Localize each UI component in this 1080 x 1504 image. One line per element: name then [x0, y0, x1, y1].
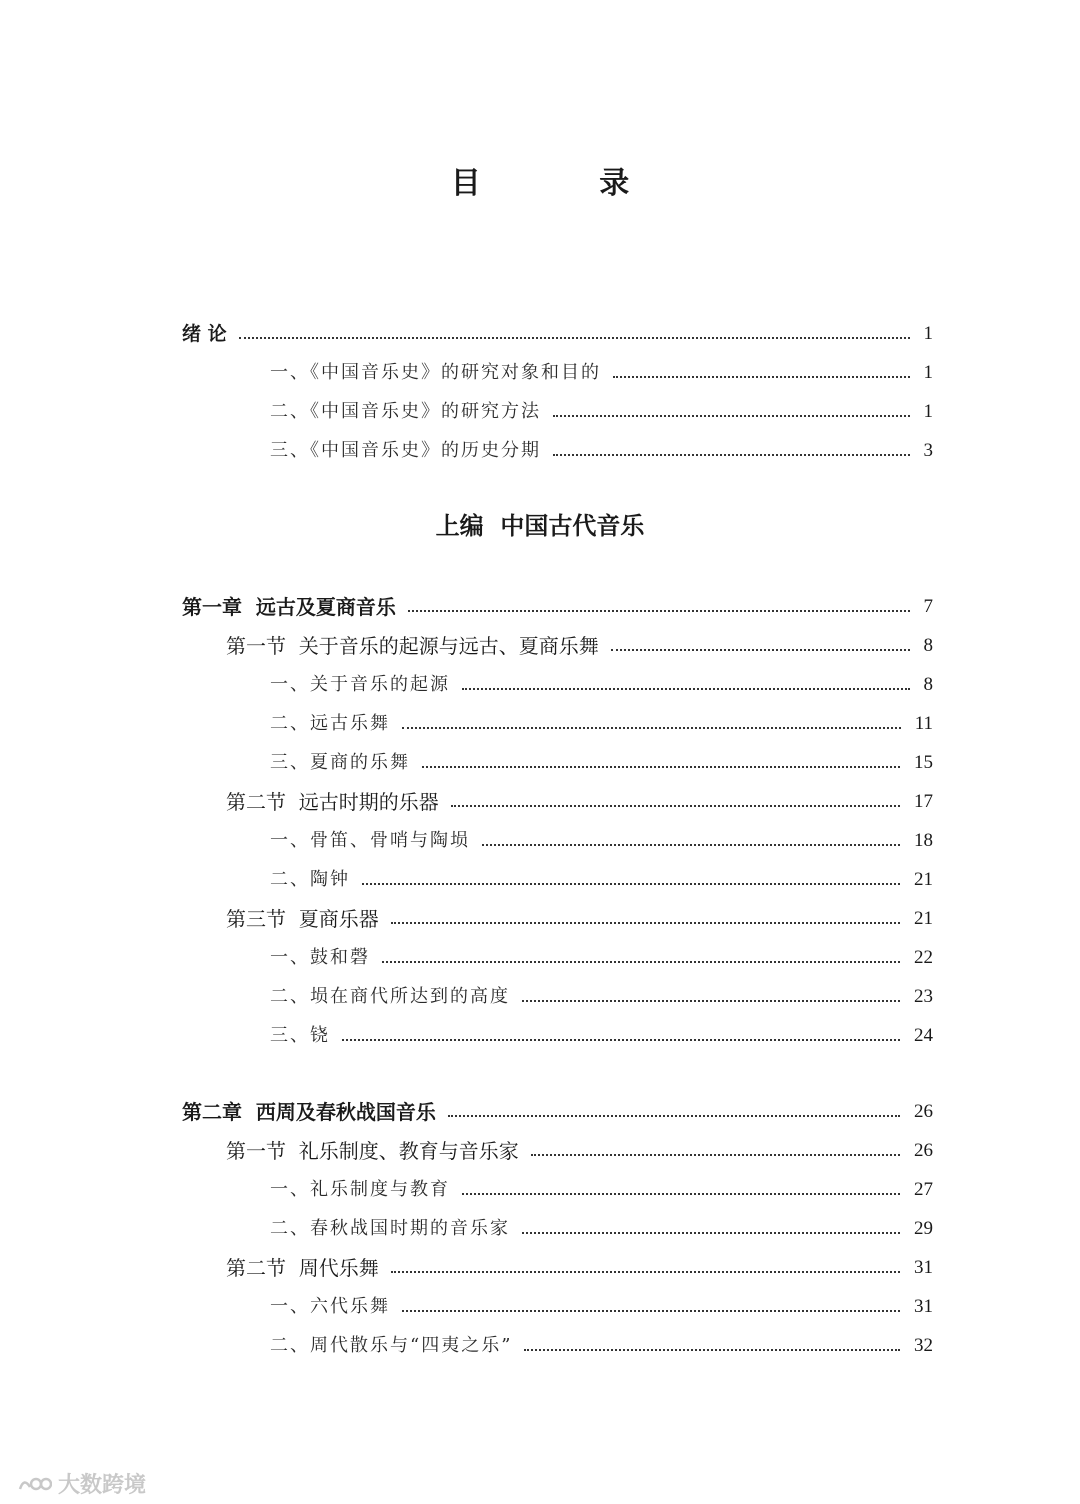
toc-page-number: 27 [914, 1179, 933, 1200]
toc-intro[interactable] [0, 314, 1080, 348]
dot-leader [239, 337, 910, 339]
toc-section-title: 第三节 夏商乐器 [226, 907, 379, 931]
dot-leader [342, 1039, 900, 1041]
toc-page-number: 31 [914, 1257, 933, 1278]
toc-item[interactable] [0, 1326, 1080, 1360]
dot-leader [522, 1232, 900, 1234]
toc-page-number: 31 [914, 1296, 933, 1317]
toc-page-number: 22 [914, 947, 933, 968]
toc-item[interactable] [0, 977, 1080, 1011]
dot-leader [522, 1000, 900, 1002]
dot-leader [402, 1310, 900, 1312]
dot-leader [613, 376, 910, 378]
toc-item-title: 一、六代乐舞 [270, 1296, 390, 1317]
toc-item-title: 三、铙 [270, 1025, 330, 1046]
watermark-text: 大数跨境 [58, 1473, 147, 1498]
toc-page-number: 8 [923, 674, 933, 695]
toc-item[interactable] [0, 353, 1080, 387]
dot-leader [553, 415, 910, 417]
toc-item[interactable] [0, 821, 1080, 855]
dot-leader [422, 766, 900, 768]
watermark [18, 1468, 146, 1499]
toc-section[interactable] [0, 626, 1080, 660]
toc-item[interactable] [0, 1209, 1080, 1243]
dot-leader [362, 883, 900, 885]
toc-page-number: 11 [914, 713, 933, 734]
dot-leader [391, 1271, 900, 1273]
dot-leader [451, 805, 900, 807]
dot-leader [524, 1349, 900, 1351]
toc-item-title: 一、关于音乐的起源 [270, 674, 450, 695]
toc-page-number: 17 [914, 791, 933, 812]
toc-item[interactable] [0, 860, 1080, 894]
toc-page-number: 1 [923, 323, 933, 344]
toc-chapter-title: 第一章 远古及夏商音乐 [182, 595, 396, 619]
toc-item-title: 二、春秋战国时期的音乐家 [270, 1218, 510, 1239]
toc-page-number: 24 [914, 1025, 933, 1046]
toc-item-title: 一、骨笛、骨哨与陶埙 [270, 830, 470, 851]
dot-leader [553, 454, 910, 456]
toc-page-number: 18 [914, 830, 933, 851]
toc-page-number: 26 [914, 1140, 933, 1161]
dot-leader [531, 1154, 900, 1156]
toc-item-title: 一、《中国音乐史》的研究对象和目的 [270, 362, 601, 383]
dot-leader [611, 649, 910, 651]
dot-leader [482, 844, 900, 846]
toc-item[interactable] [0, 1170, 1080, 1204]
toc-item[interactable] [0, 665, 1080, 699]
toc-page-number: 23 [914, 986, 933, 1007]
toc-section[interactable] [0, 1131, 1080, 1165]
toc-chapter[interactable] [0, 1092, 1080, 1126]
toc-section[interactable] [0, 1248, 1080, 1282]
dot-leader [408, 610, 910, 612]
dot-leader [391, 922, 900, 924]
toc-item-title: 一、鼓和磬 [270, 947, 370, 968]
dot-leader [448, 1115, 900, 1117]
toc-item[interactable] [0, 704, 1080, 738]
toc-item-title: 三、夏商的乐舞 [270, 752, 410, 773]
toc-page-number: 26 [914, 1101, 933, 1122]
toc-item-title: 二、陶钟 [270, 869, 350, 890]
dot-leader [462, 688, 910, 690]
toc-section-title: 第一节 关于音乐的起源与远古、夏商乐舞 [226, 634, 599, 658]
toc-item[interactable] [0, 938, 1080, 972]
toc-page-number: 3 [923, 440, 933, 461]
toc-section-title: 第一节 礼乐制度、教育与音乐家 [226, 1139, 519, 1163]
toc-section[interactable] [0, 782, 1080, 816]
toc-item-title: 三、《中国音乐史》的历史分期 [270, 440, 541, 461]
toc-item[interactable] [0, 1287, 1080, 1321]
dashuju-logo-icon [18, 1473, 52, 1495]
toc-item[interactable] [0, 1016, 1080, 1050]
toc-item[interactable] [0, 392, 1080, 426]
toc-page-number: 1 [923, 401, 933, 422]
toc-chapter[interactable] [0, 587, 1080, 621]
toc-item-title: 二、周代散乐与“四夷之乐” [270, 1335, 513, 1356]
toc-item-title: 二、埙在商代所达到的高度 [270, 986, 510, 1007]
toc-chapter-title: 第二章 西周及春秋战国音乐 [182, 1100, 436, 1124]
toc-item[interactable] [0, 743, 1080, 777]
toc-section-title: 第二节 周代乐舞 [226, 1256, 379, 1280]
toc-page-number: 1 [923, 362, 933, 383]
toc-page-number: 29 [914, 1218, 933, 1239]
toc-page-number: 8 [923, 635, 933, 656]
toc-page-number: 7 [923, 596, 933, 617]
toc-item-title: 一、礼乐制度与教育 [270, 1179, 450, 1200]
toc-page-number: 21 [914, 908, 933, 929]
page-title: 目 录 [450, 166, 684, 201]
toc-section[interactable] [0, 899, 1080, 933]
toc-item[interactable] [0, 431, 1080, 465]
dot-leader [382, 961, 900, 963]
toc-page-number: 15 [914, 752, 933, 773]
toc-section-title: 第二节 远古时期的乐器 [226, 790, 439, 814]
toc-item-title: 二、远古乐舞 [270, 713, 390, 734]
toc-page-number: 32 [914, 1335, 933, 1356]
part-heading: 上编 中国古代音乐 [435, 511, 645, 540]
toc-intro-title: 绪 论 [182, 323, 227, 345]
toc-item-title: 二、《中国音乐史》的研究方法 [270, 401, 541, 422]
toc-page-number: 21 [914, 869, 933, 890]
dot-leader [462, 1193, 900, 1195]
dot-leader [402, 727, 901, 729]
